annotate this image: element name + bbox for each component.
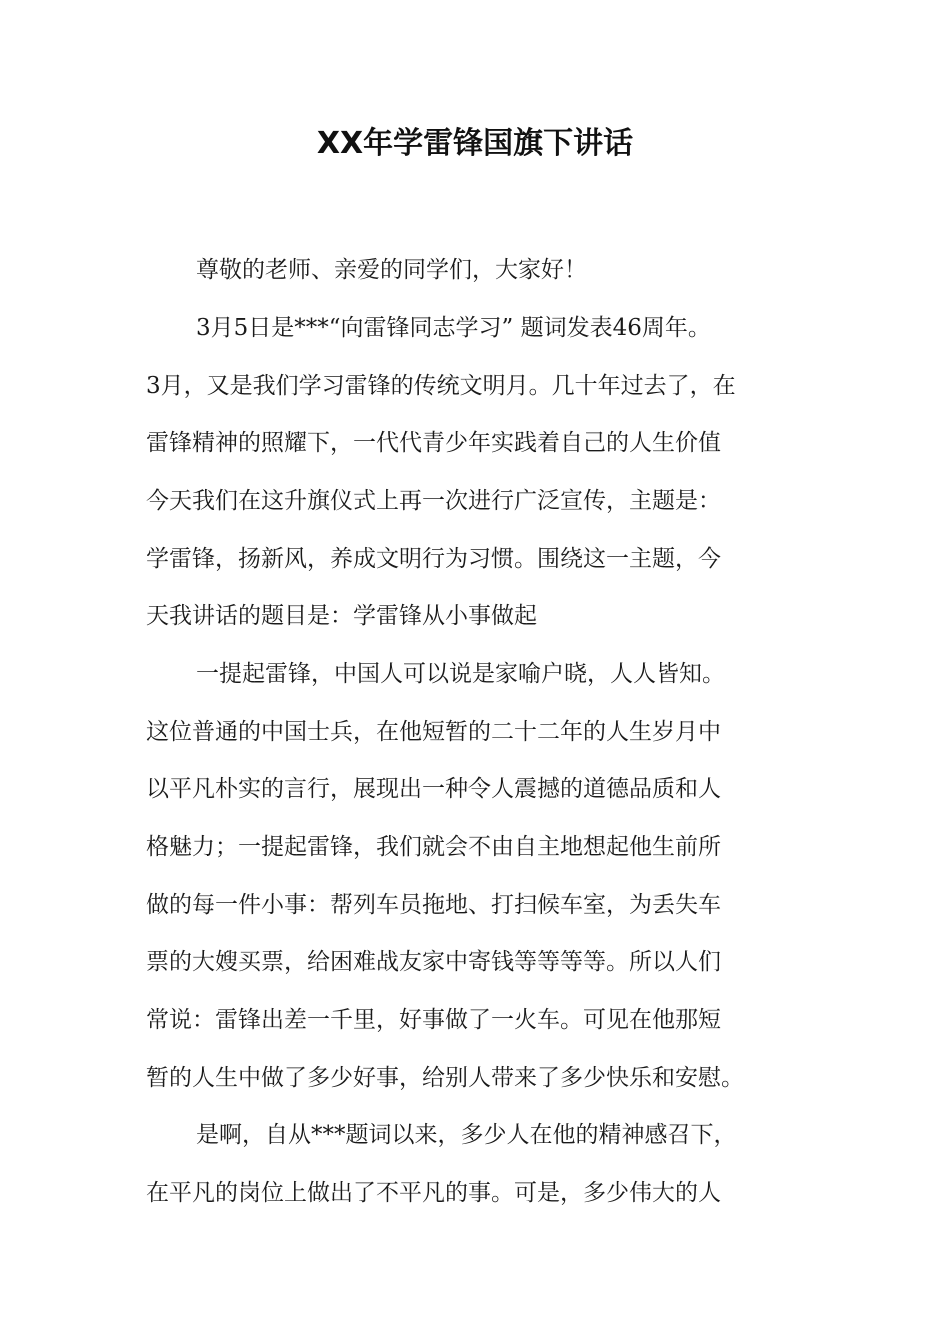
- document-title: XX年学雷锋国旗下讲话: [316, 126, 634, 161]
- paragraph-line: 这位普通的中国士兵，在他短暂的二十二年的人生岁月中: [146, 719, 721, 745]
- paragraph-line: 雷锋精神的照耀下，一代代青少年实践着自己的人生价值: [146, 430, 721, 456]
- paragraph-line: 做的每一件小事：帮列车员拖地、打扫候车室，为丢失车: [146, 892, 721, 918]
- greeting-line: 尊敬的老师、亲爱的同学们，大家好！: [196, 257, 587, 283]
- paragraph-line: 是啊，自从***题词以来，多少人在他的精神感召下，: [196, 1122, 737, 1148]
- paragraph-line: 3月，又是我们学习雷锋的传统文明月。几十年过去了，在: [146, 373, 736, 399]
- paragraph-line: 天我讲话的题目是：学雷锋从小事做起: [146, 603, 537, 629]
- paragraph-line: 学雷锋，扬新风，养成文明行为习惯。围绕这一主题，今: [146, 546, 721, 572]
- paragraph-line: 在平凡的岗位上做出了不平凡的事。可是，多少伟大的人: [146, 1180, 721, 1206]
- paragraph-line: 票的大嫂买票，给困难战友家中寄钱等等等等。所以人们: [146, 949, 721, 975]
- paragraph-line: 一提起雷锋，中国人可以说是家喻户晓，人人皆知。: [196, 661, 725, 687]
- paragraph-line: 暂的人生中做了多少好事，给别人带来了多少快乐和安慰。: [146, 1065, 744, 1091]
- paragraph-line: 3月5日是***“向雷锋同志学习” 题词发表46周年。: [196, 315, 711, 341]
- paragraph-line: 常说：雷锋出差一千里，好事做了一火车。可见在他那短: [146, 1007, 721, 1033]
- paragraph-line: 以平凡朴实的言行，展现出一种令人震撼的道德品质和人: [146, 776, 721, 802]
- paragraph-line: 格魅力；一提起雷锋，我们就会不由自主地想起他生前所: [146, 834, 721, 860]
- paragraph-line: 今天我们在这升旗仪式上再一次进行广泛宣传，主题是：: [146, 488, 721, 514]
